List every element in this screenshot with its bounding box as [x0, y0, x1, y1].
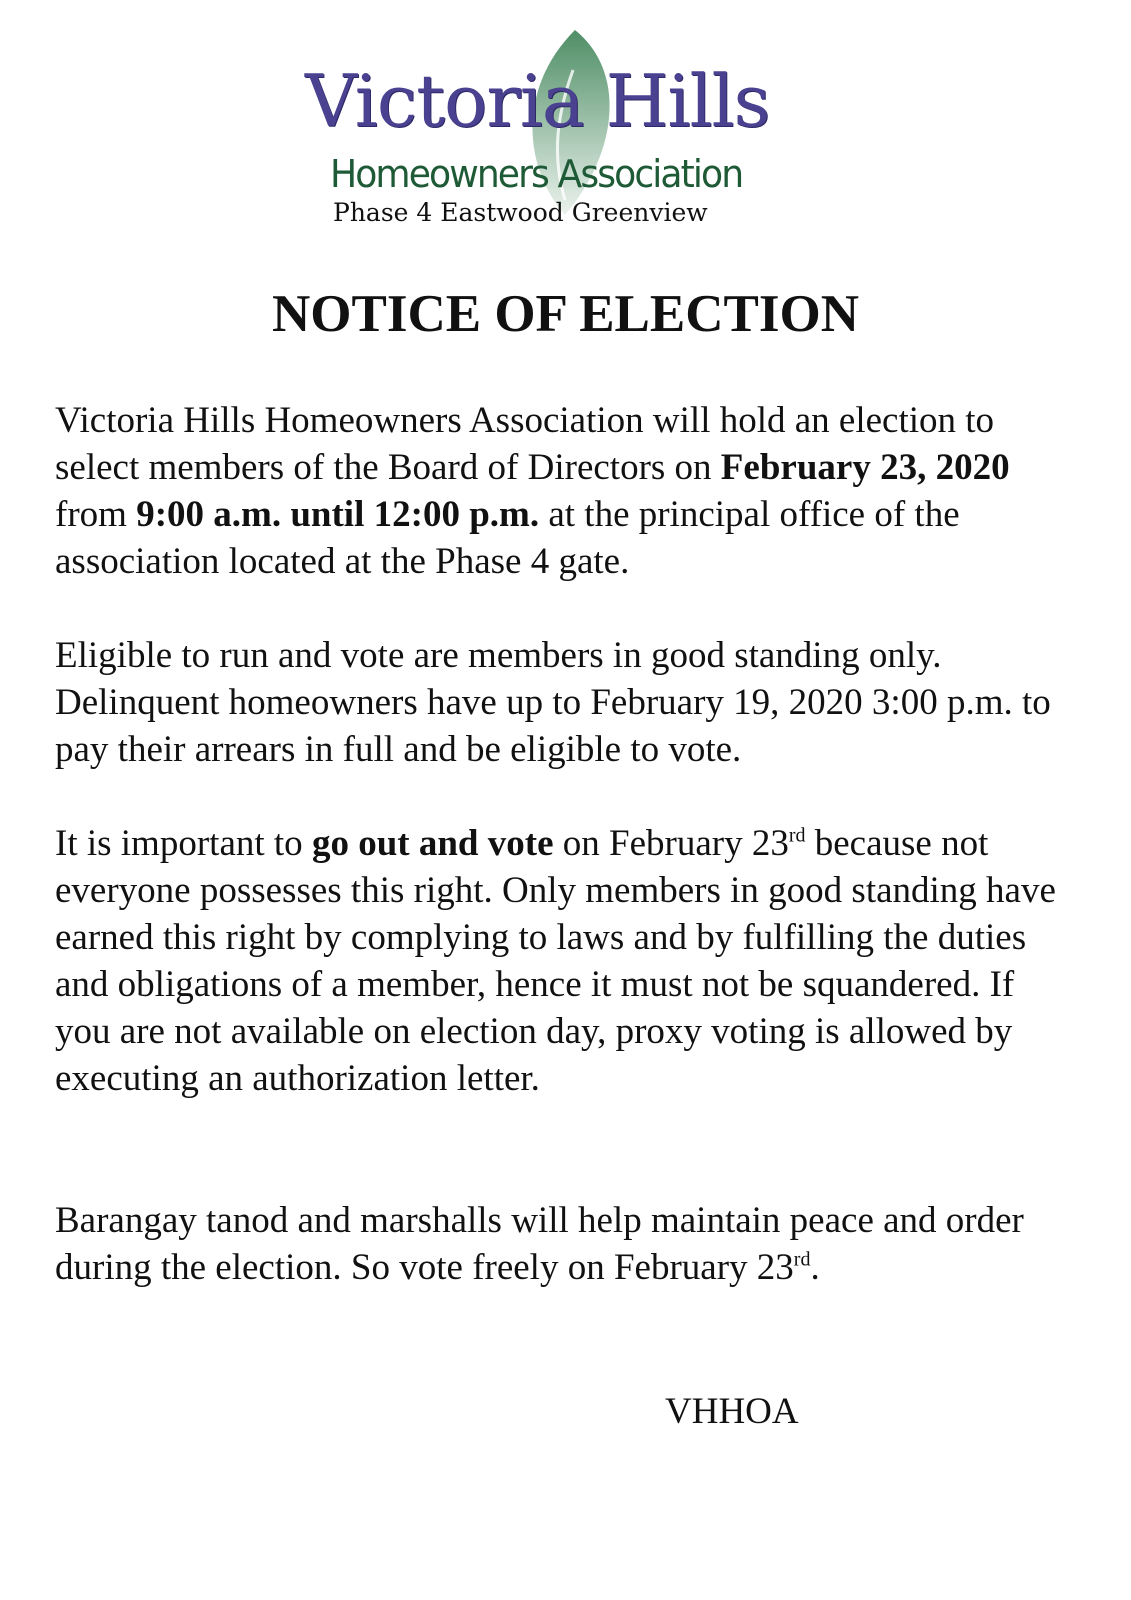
signature: VHHOA	[665, 1391, 799, 1432]
logo-title: Victoria Hills	[305, 59, 770, 143]
association-logo	[305, 25, 785, 235]
paragraph-election-details: Victoria Hills Homeowners Association will hold an election to select members of the Board of Directors on February 23, 2020 from 9:00 a.m. until 12:00 p.m. at the principal office of the association located at the Phase 4 gate.	[55, 400, 1010, 582]
paragraph-importance: It is important to go out and vote on February 23rd because not everyone possesses this right. Only members in good standing have earned this right by complying to laws and by fulfilling the duties and obligations of a member, hence it must not be squandered. If you are not available on election day, proxy voting is allowed by executing an authorization letter.	[55, 823, 1056, 1099]
logo-location: Phase 4 Eastwood Greenview	[333, 198, 708, 227]
paragraph-eligibility: Eligible to run and vote are members in good standing only. Delinquent homeowners have up to February 19, 2020 3:00 p.m. to pay their arrears in full and be eligible to vote.	[55, 635, 1051, 770]
logo-subtitle: Homeowners Association	[330, 152, 743, 196]
notice-title: NOTICE OF ELECTION	[271, 285, 860, 343]
paragraph-peace-order: Barangay tanod and marshalls will help maintain peace and order during the election. So vote freely on February 23rd.	[55, 1200, 1024, 1288]
